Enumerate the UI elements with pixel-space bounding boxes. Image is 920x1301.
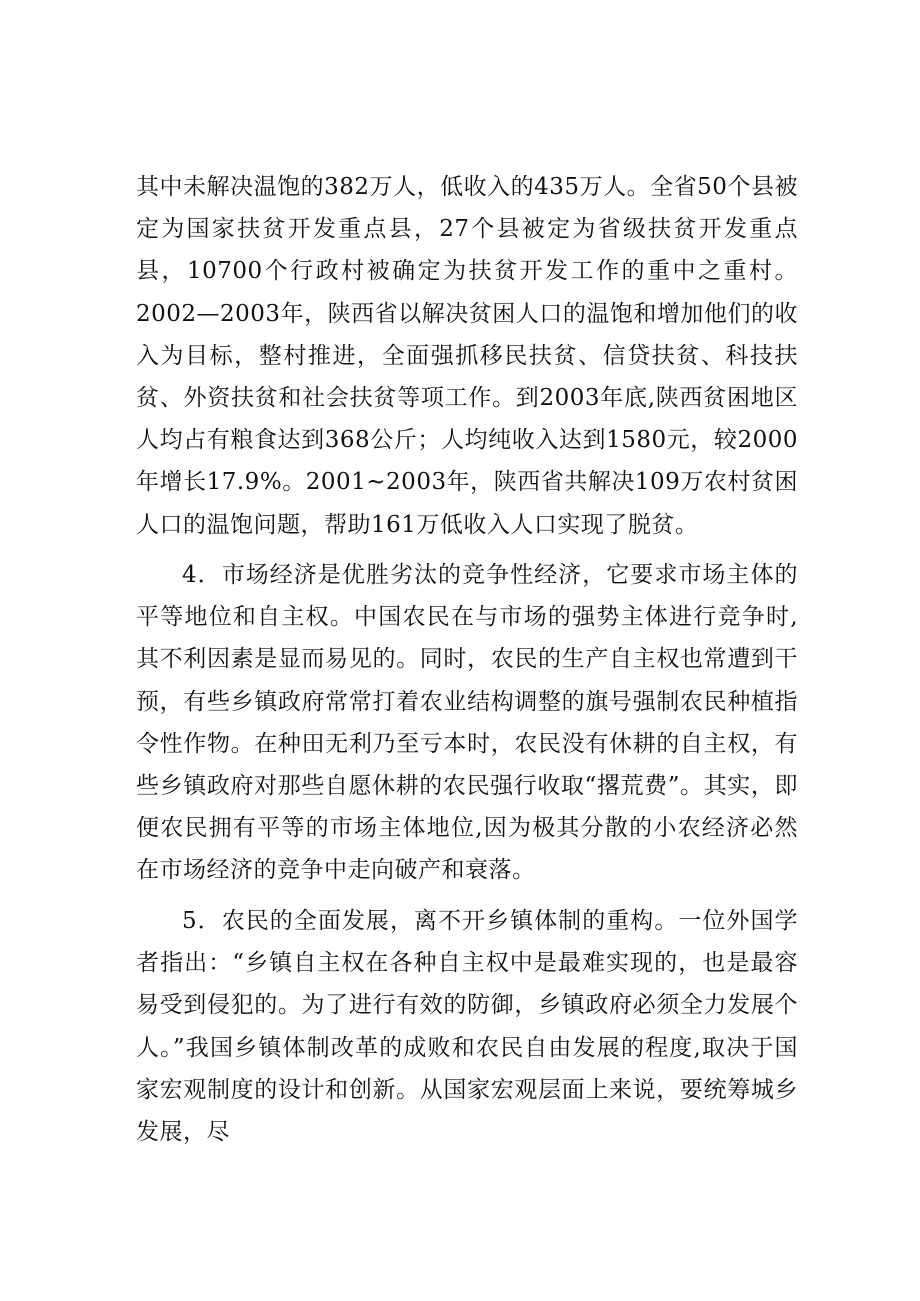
paragraph-township-reform: 5．农民的全面发展，离不开乡镇体制的重构。一位外国学者指出：“乡镇自主权在各种自主权中是最难实现的，也是最容易受到侵犯的。为了进行有效的防御，乡镇政府必须全力发展个人。”我国乡镇体制改革的成败和农民自由发展的程度,取决于国家宏观制度的设计和创新。从国家宏观层面上来说，要统筹城乡发展，尽	[136, 908, 798, 1146]
paragraph-poverty-statistics: 其中未解决温饱的382万人，低收入的435万人。全省50个县被定为国家扶贫开发重点县，27个县被定为省级扶贫开发重点县，10700个行政村被确定为扶贫开发工作的重中之重村。2002—2003年，陕西省以解决贫困人口的温饱和增加他们的收入为目标，整村推进，全面强抓移民扶贫、信贷扶贫、科技扶贫、外资扶贫和社会扶贫等项工作。到2003年底,陕西贫困地区人均占有粮食达到368公斤；人均纯收入达到1580元，较2000年增长17.9%。2001~2003年，陕西省共解决109万农村贫困人口的温饱问题，帮助161万低收入人口实现了脱贫。	[136, 174, 798, 538]
paragraph-market-economy: 4．市场经济是优胜劣汰的竞争性经济，它要求市场主体的平等地位和自主权。中国农民在与市场的强势主体进行竞争时,其不利因素是显而易见的。同时，农民的生产自主权也常遭到干预，有些乡镇政府常常打着农业结构调整的旗号强制农民种植指令性作物。在种田无利乃至亏本时，农民没有休耕的自主权，有些乡镇政府对那些自愿休耕的农民强行收取“撂荒费”。其实，即便农民拥有平等的市场主体地位,因为极其分散的小农经济必然在市场经济的竞争中走向破产和衰落。	[136, 562, 798, 884]
